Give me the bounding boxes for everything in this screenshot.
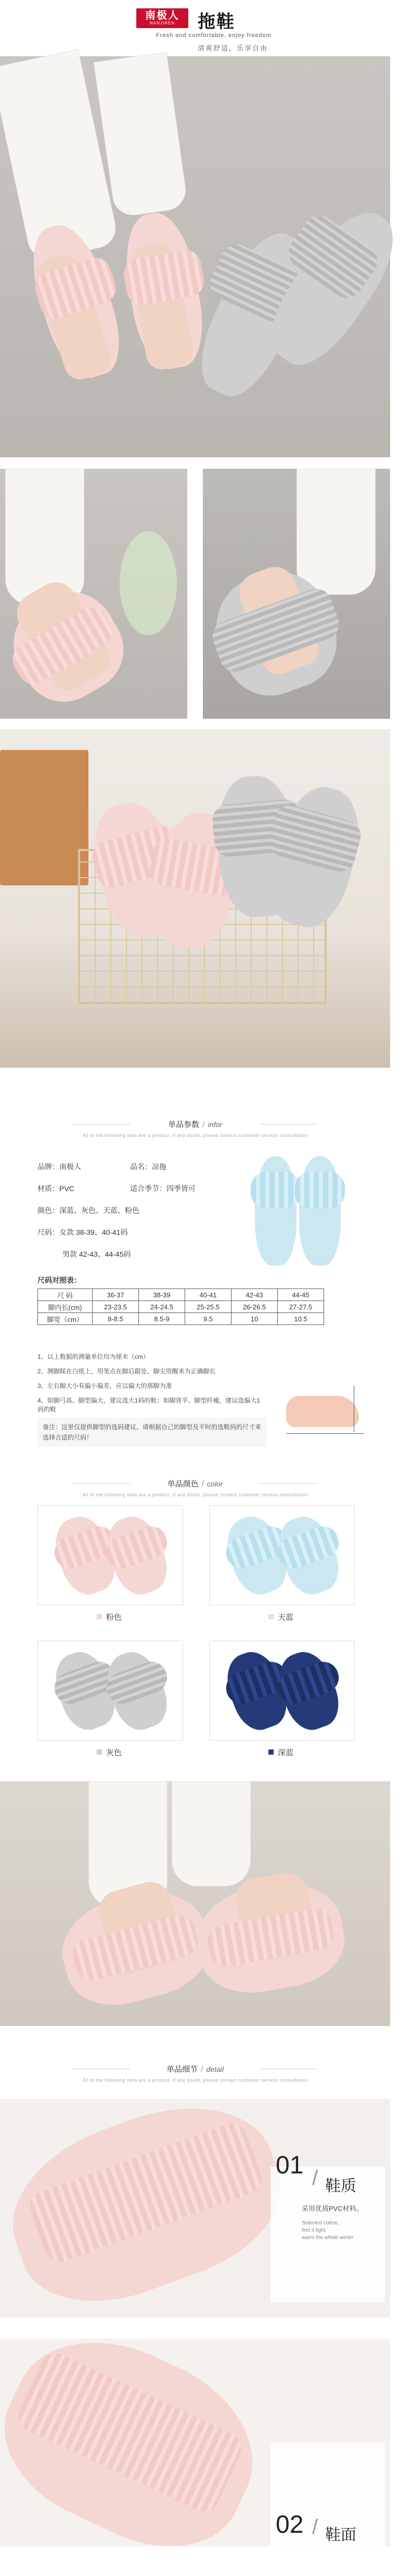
param-sizes-male: 男款 42-43、44-45码: [62, 1250, 131, 1258]
color-label-gray: 灰色: [106, 1748, 122, 1757]
param-sizes: 尺码：女款 38-39、40-41码: [37, 1228, 128, 1236]
param-material: 材质：PVC: [37, 1184, 74, 1193]
param-name: 品名：凉拖: [130, 1162, 166, 1171]
param-colors: 颜色：深蓝、灰色、天蓝、粉色: [37, 1206, 139, 1215]
size-table-title: 尺码对照表：: [37, 1276, 81, 1284]
tagline-cn: 清爽舒适，乐享自由: [198, 44, 268, 52]
color-card-navy[interactable]: [209, 1641, 355, 1741]
details-title-en: detail: [206, 2065, 224, 2073]
detail-slash: /: [312, 2516, 318, 2539]
swatch-navy: [268, 1749, 274, 1755]
size-note: 4、如脚弓高、脚型偏大，建议选大1码的鞋；如脚背平、脚型纤瘦，建议选偏大1码的鞋: [37, 1397, 261, 1413]
page-title: 拖鞋: [198, 12, 235, 32]
size-note: 2、测脚踩在白纸上，用笔点在脚后跟处、脚尖用醒来为正确脚长: [37, 1368, 216, 1375]
params-subtitle: All of the following data are a product, if any doubt, please contact customer service consultation: [82, 1133, 308, 1138]
swatch-sky-blue: [268, 1614, 274, 1619]
colors-title: 单品颜色: [167, 1480, 199, 1489]
swatch-pink: [97, 1614, 102, 1619]
color-label-sky-blue: 天蓝: [278, 1613, 294, 1622]
tagline-en: Fresh and comfortable, enjoy freedom: [156, 32, 272, 39]
detail-slash: /: [312, 2167, 318, 2190]
detail-sub-2: feel it light,: [302, 2228, 327, 2233]
details-section-header: 单品细节 / detail All of the following data are a product, if any doubt, please contact customer service consultation: [0, 2064, 390, 2083]
table-row: 脚内长(cm) 23-23.5 24-24.5 25-25.5 26-26.5 27-27.5: [38, 1301, 324, 1313]
size-table: [37, 1289, 324, 1325]
photo-gray-worn: [203, 469, 390, 719]
logo-text-en: NANJIREN: [149, 21, 175, 26]
param-brand: 品牌：南极人: [37, 1162, 81, 1171]
detail-title: 鞋面: [325, 2527, 356, 2544]
color-label-navy: 深蓝: [278, 1748, 294, 1757]
detail-number: 01: [276, 2152, 304, 2179]
size-table-header-row: 尺 码 36-37 38-39 40-41 42-43 44-45: [38, 1289, 324, 1301]
detail-title: 鞋质: [325, 2178, 356, 2195]
details-title: 单品细节: [166, 2065, 198, 2074]
photo-pink-worn-wide: [0, 1781, 390, 2026]
detail-photo-upper: [0, 2339, 390, 2546]
params-section-header: 单品参数 / infor All of the following data are a product, if any doubt, please contact customer service consultation: [0, 1119, 390, 1138]
brand-logo: [136, 8, 188, 28]
swatch-gray: [97, 1749, 102, 1755]
size-note: 1、以上数据的测量单位均为厘米（cm）: [37, 1353, 149, 1360]
hero-photo-pair: [0, 56, 390, 457]
size-note: 3、左右脚大小有偏小偏差，应以偏大的那脚为准: [37, 1382, 172, 1390]
detail-sub-1: Selected cotton,: [302, 2220, 339, 2226]
photo-basket: [0, 729, 390, 1068]
detail-sub-3: warm the whole winter: [302, 2235, 354, 2241]
color-card-gray[interactable]: [37, 1641, 183, 1741]
param-product-image: [244, 1151, 349, 1271]
detail-number: 02: [276, 2511, 304, 2539]
photo-pink-worn: [0, 469, 187, 719]
color-card-sky-blue[interactable]: [209, 1505, 355, 1605]
detail-text: 采用优质PVC材料。: [302, 2205, 363, 2212]
colors-subtitle: All of the following data are a product, if any doubt, please contact customer service consultation: [82, 1492, 308, 1497]
colors-title-en: color: [207, 1480, 223, 1488]
logo-text-cn: 南极人: [145, 10, 179, 21]
size-warning: 备注：这里仅提供脚型的选码建议，请根据自己的脚型及平时的选鞋码的尺寸来选择合适的尺码！: [37, 1418, 266, 1447]
table-row: 脚宽（cm） 8-8.5 8.5-9 9.5 10 10.5: [38, 1313, 324, 1325]
page-header: [0, 0, 390, 52]
params-title: 单品参数: [168, 1120, 200, 1129]
param-season: 适合季节：四季皆可: [130, 1184, 196, 1193]
colors-section-header: 单品颜色 / color All of the following data are a product, if any doubt, please contact customer service consultation: [0, 1478, 390, 1497]
params-title-en: infor: [208, 1120, 222, 1129]
color-label-pink: 粉色: [106, 1613, 122, 1622]
details-subtitle: All of the following data are a product, if any doubt, please contact customer service consultation: [82, 2078, 308, 2083]
color-card-pink[interactable]: [37, 1505, 183, 1605]
foot-measure-diagram: [281, 1375, 369, 1443]
